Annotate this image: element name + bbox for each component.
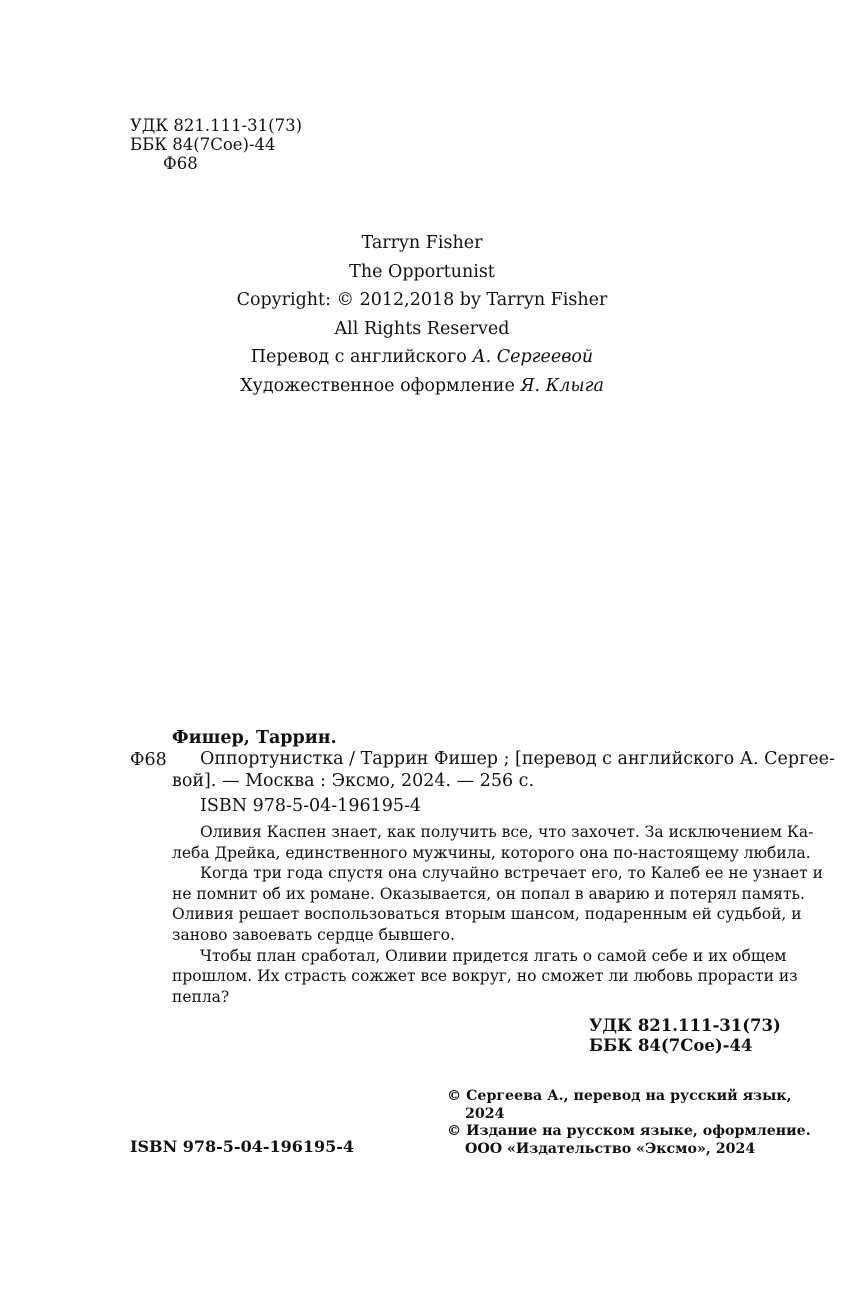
annotation-line: Когда три года спустя она случайно встречает его, то Калеб ее не узнает и (200, 864, 823, 883)
copyright-translation-year: 2024 (465, 1105, 505, 1122)
annotation-line: леба Дрейка, единственного мужчины, которого она по-настоящему любила. (172, 843, 811, 862)
catalog-author-heading: Фишер, Таррин. (172, 728, 337, 748)
footer-udk: УДК 821.111-31(73) (589, 1016, 781, 1035)
catalog-isbn: ISBN 978-5-04-196195-4 (200, 796, 422, 816)
design-line (0, 372, 844, 401)
footer-copyright (447, 1088, 811, 1158)
copyright-edition: © Издание на русском языке, оформление. (447, 1123, 811, 1139)
classification-block (130, 116, 302, 173)
description-line: Оппортунистка / Таррин Фишер ; [перевод с английского А. Сергее- (200, 749, 835, 769)
annotation (172, 822, 823, 1007)
translation-line (0, 343, 844, 372)
copyright-line: Copyright: © 2012,2018 by Tarryn Fisher (236, 290, 608, 310)
catalog-description (172, 748, 835, 792)
credits-block (0, 229, 844, 400)
translator-name: А. Сергеевой (472, 347, 594, 367)
original-author: Tarryn Fisher (361, 233, 483, 253)
original-title: The Opportunist (349, 261, 495, 282)
footer-classification (589, 1016, 781, 1055)
translation-label: Перевод с английского (250, 347, 467, 367)
author-code: Ф68 (163, 154, 198, 173)
designer-name: Я. Клыга (520, 375, 604, 396)
annotation-line: Оливия Каспен знает, как получить все, что захочет. За исключением Ка- (200, 823, 814, 841)
annotation-line: Оливия решает воспользоваться вторым шансом, подаренным ей судьбой, и (172, 905, 802, 924)
copyright-publisher: ООО «Издательство «Эксмо», 2024 (465, 1140, 756, 1157)
rights-line: All Rights Reserved (334, 318, 510, 339)
annotation-line: Чтобы план сработал, Оливии придется лгать о самой себе и их общем (200, 946, 787, 965)
design-label: Художественное оформление (240, 375, 515, 396)
annotation-line: заново завоевать сердце бывшего. (172, 925, 455, 944)
annotation-line: не помнит об их романе. Оказывается, он попал в аварию и потерял память. (172, 884, 805, 903)
copyright-translation: © Сергеева А., перевод на русский язык, (447, 1088, 792, 1104)
annotation-line: прошлом. Их страсть сожжет все вокруг, но сможет ли любовь прорасти из (172, 967, 798, 986)
footer-isbn: ISBN 978-5-04-196195-4 (130, 1137, 355, 1156)
bbk-code: ББК 84(7Сое)-44 (130, 135, 276, 154)
udk-code: УДК 821.111-31(73) (130, 116, 303, 135)
description-line: вой]. — Москва : Эксмо, 2024. — 256 с. (172, 771, 535, 791)
annotation-line: пепла? (172, 987, 230, 1006)
footer-bbk: ББК 84(7Сое)-44 (589, 1035, 753, 1055)
catalog-author-code: Ф68 (130, 750, 167, 770)
